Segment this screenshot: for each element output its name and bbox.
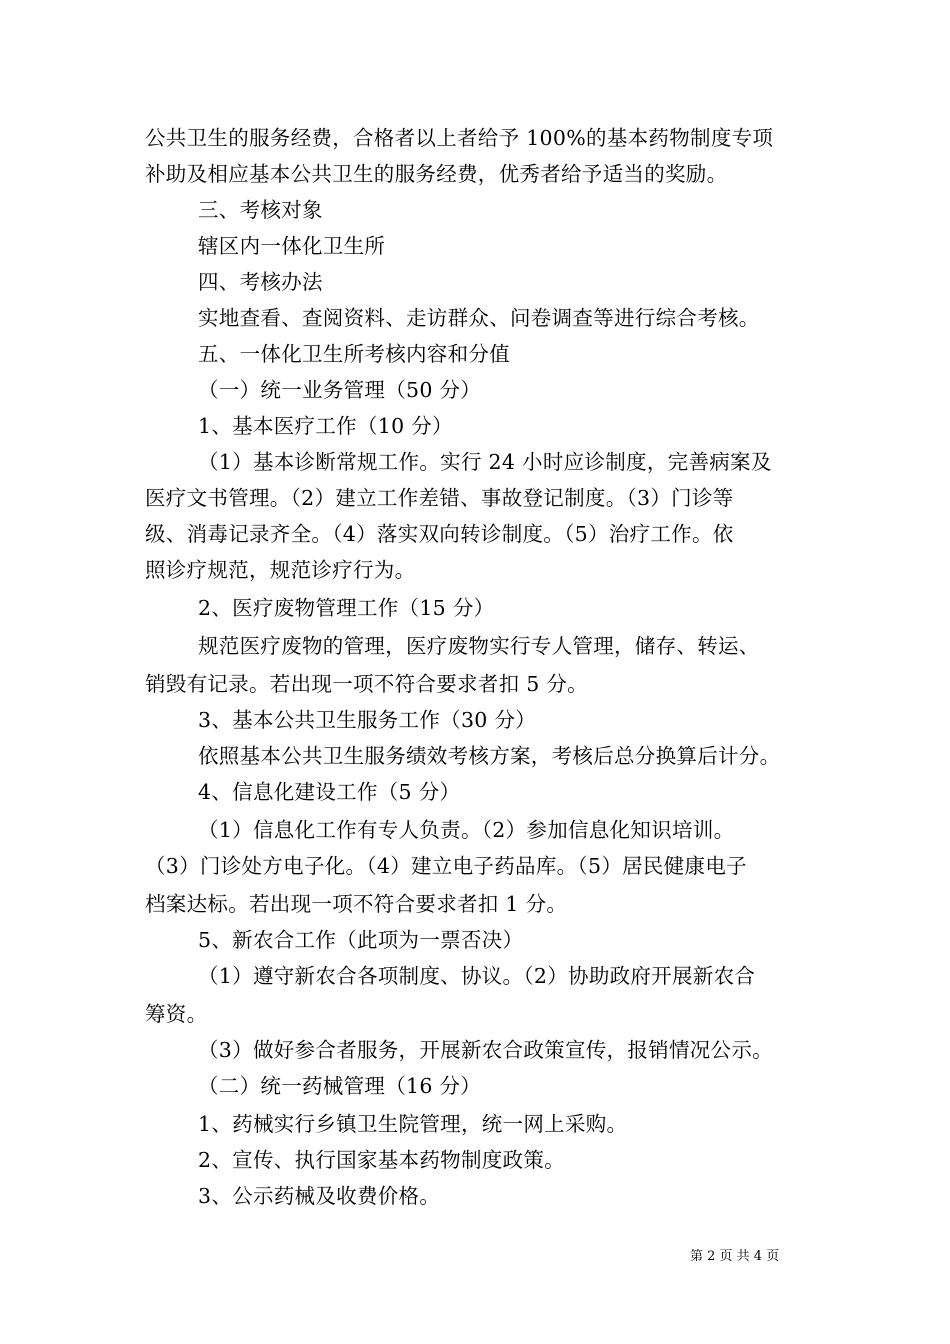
section-heading: 五、一体化卫生所考核内容和分值 (198, 342, 510, 366)
item-heading: 2、医疗废物管理工作（15 分） (198, 596, 495, 620)
text-line: 销毁有记录。若出现一项不符合要求者扣 5 分。 (145, 672, 588, 696)
text-line: 2、宣传、执行国家基本药物制度政策。 (198, 1148, 565, 1172)
text-line: 1、药械实行乡镇卫生院管理，统一网上采购。 (198, 1112, 628, 1136)
text-line: （1）基本诊断常规工作。实行 24 小时应诊制度，完善病案及 (198, 450, 772, 474)
text-line: 医疗文书管理。（2）建立工作差错、事故登记制度。（3）门诊等 (145, 486, 734, 510)
text-line: 补助及相应基本公共卫生的服务经费，优秀者给予适当的奖励。 (145, 162, 728, 186)
text-line: （3）门诊处方电子化。（4）建立电子药品库。（5）居民健康电子 (145, 854, 747, 878)
text-line: 规范医疗废物的管理，医疗废物实行专人管理，储存、转运、 (198, 634, 760, 658)
text-line: （1）信息化工作有专人负责。（2）参加信息化知识培训。 (198, 818, 735, 842)
text-line: 照诊疗规范，规范诊疗行为。 (145, 558, 416, 582)
text-line: 筹资。 (145, 1002, 208, 1026)
section-heading: 四、考核办法 (198, 270, 323, 294)
text-line: 档案达标。若出现一项不符合要求者扣 1 分。 (145, 892, 568, 916)
subsection-heading: （二）统一药械管理（16 分） (198, 1074, 482, 1098)
item-heading: 1、基本医疗工作（10 分） (198, 414, 453, 438)
text-line: （1）遵守新农合各项制度、协议。（2）协助政府开展新农合 (198, 964, 756, 988)
text-line: 依照基本公共卫生服务绩效考核方案，考核后总分换算后计分。 (198, 744, 781, 768)
text-line: （3）做好参合者服务，开展新农合政策宣传，报销情况公示。 (198, 1038, 773, 1062)
item-heading: 4、信息化建设工作（5 分） (198, 780, 461, 804)
item-heading: 5、新农合工作（此项为一票否决） (198, 928, 524, 952)
page-number: 第 2 页 共 4 页 (690, 1249, 780, 1264)
item-heading: 3、基本公共卫生服务工作（30 分） (198, 708, 537, 732)
text-line: 公共卫生的服务经费，合格者以上者给予 100%的基本药物制度专项 (145, 126, 774, 150)
text-line: 实地查看、查阅资料、走访群众、问卷调查等进行综合考核。 (198, 306, 760, 330)
text-line: 3、公示药械及收费价格。 (198, 1184, 441, 1208)
text-line: 级、消毒记录齐全。（4）落实双向转诊制度。（5）治疗工作。依 (145, 522, 734, 546)
text-line: 辖区内一体化卫生所 (198, 234, 386, 258)
section-heading: 三、考核对象 (198, 198, 323, 222)
subsection-heading: （一）统一业务管理（50 分） (198, 378, 482, 402)
